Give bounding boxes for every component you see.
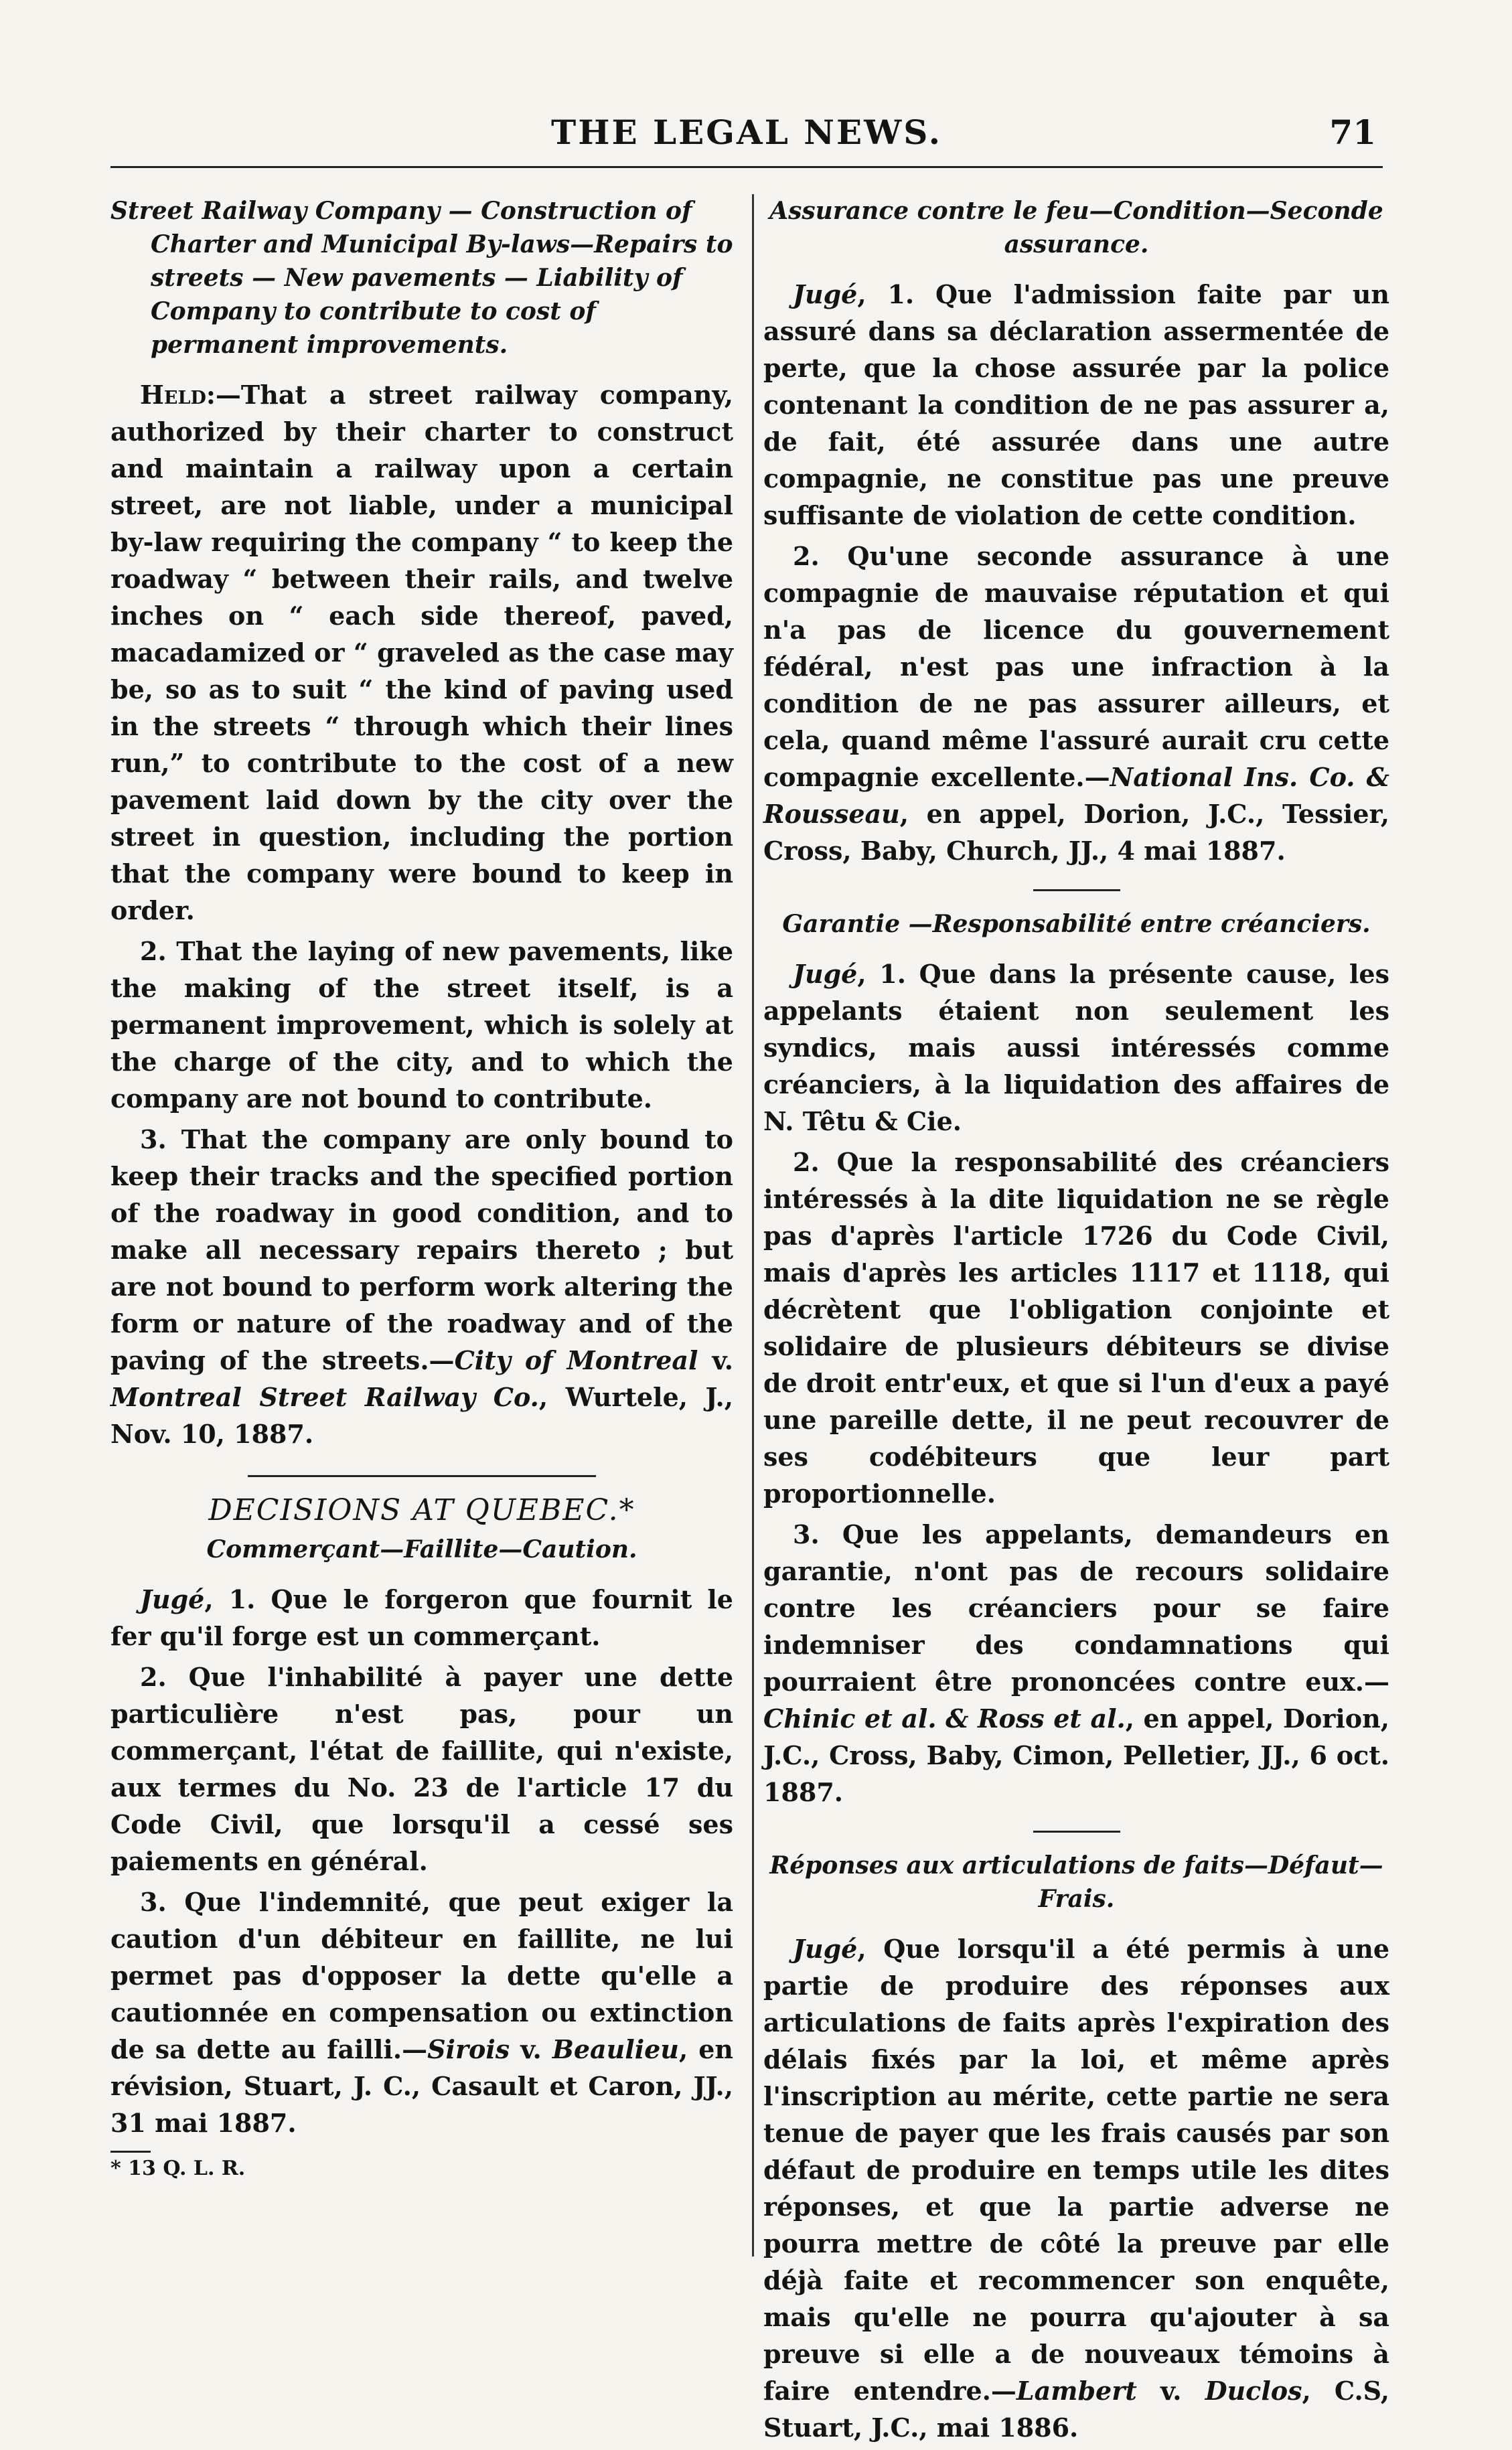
juge-paragraph-1 <box>110 1581 733 1655</box>
case-party-b: Duclos <box>1205 2376 1302 2406</box>
citation: , en révision, Stuart, J. C., Casault et Caron, JJ., 31 mai 1887. <box>110 2034 734 2138</box>
juge-text-3: 3. Que l'indemnité, que peut exiger la caution d'un débiteur en faillite, ne lui permet pas d'opposer la dette qu'elle a cautionnée en compensation ou extinction de sa dette au failli.— <box>110 1887 733 2064</box>
footnote-rule <box>110 2151 151 2153</box>
section-rule <box>248 1475 596 1477</box>
held-paragraph-1 <box>110 376 733 929</box>
case-party-b: Montreal Street Railway Co. <box>110 1382 539 1412</box>
citation: , C.S, Stuart, J.C., mai 1886. <box>763 2376 1389 2443</box>
citation: , Wurtele, J., Nov. 10, 1887. <box>110 1382 733 1449</box>
held-text-3: 3. That the company are only bound to keep their tracks and the specified portion of the roadway in good condition, and to make all necessary repairs thereto ; but are not bound to perform work altering the form or nature of the roadway and of the paving of the streets.— <box>110 1124 733 1375</box>
held-paragraph-2: 2. That the laying of new pavements, like the making of the street itself, is a permanent improvement, which is solely at the charge of the city, and to which the company are not bound to contribute. <box>110 936 733 1114</box>
case-separator <box>1033 889 1120 891</box>
case-party-a: Sirois <box>427 2034 510 2064</box>
juge-label: Jugé <box>793 1934 858 1964</box>
juge-label: Jugé <box>140 1584 205 1614</box>
case-heading-commercant: Commerçant—Faillite—Caution. <box>206 1535 637 1563</box>
versus: v. <box>698 1345 734 1375</box>
held-text-1: :—That a street railway company, authorized by their charter to construct and maintain a railway upon a certain street, are not liable, under a municipal by-law requiring the company “ to keep the roadway “ between their rails, and twelve inches on “ each side thereof, paved, macadamized or “ graveled as the case may be, so as to suit “ the kind of paving used in the streets “ through which their lines run,” to contribute to the cost of a new pavement laid down by the city over the street in question, including the portion that the company were bound to keep in order. <box>110 380 733 925</box>
case-heading-street-railway: Street Railway Company — Construction of Charter and Municipal By-laws—Repairs to streets — New pavements — Liability of Company to contribute to cost of permanent improvements. <box>110 197 733 359</box>
column-divider <box>752 194 754 2256</box>
section-title: DECISIONS AT QUEBEC.* <box>208 1493 635 1527</box>
held-paragraph-3 <box>110 1121 733 1452</box>
juge-paragraph-2: 2. Que l'inhabilité à payer une dette particulière n'est pas, pour un commerçant, l'état de faillite, qui n'existe, aux termes du No. 23 de l'article 17 du Code Civil, que lorsqu'il a cessé ses paiements en général. <box>110 1662 733 1876</box>
juge-paragraph-1 <box>763 955 1389 1140</box>
juge-text-1: , Que lorsqu'il a été permis à une partie de produire des réponses aux articulations de faits après l'expiration des délais fixés par la loi, et même après l'inscription au mérite, cette partie ne sera tenue de payer que les frais causés par son défaut de produire en temps utile les dites réponses, et que la partie adverse ne pourra mettre de côté la preuve par elle déjà faite et recommencer son enquête, mais qu'elle ne pourra qu'ajouter à sa preuve si elle a de nouveaux témoins à faire entendre.— <box>763 1934 1389 2406</box>
page-number: 71 <box>1329 112 1376 152</box>
juge-paragraph-2: 2. Que la responsabilité des créanciers intéressés à la dite liquidation ne se règle pas d'après l'article 1726 du Code Civil, mais d'après les articles 1117 et 1118, qui décrètent que l'obligation conjointe et solidaire de plusieurs débiteurs se divise de droit entr'eux, et que si l'un d'eux a payé une pareille dette, il ne peut recouvrer de ses codébiteurs que leur part proportionnelle. <box>763 1147 1389 1509</box>
held-label: Held <box>140 380 206 410</box>
case-heading-garantie: Garantie —Responsabilité entre créanciers. <box>782 910 1371 938</box>
juge-paragraph-2 <box>763 538 1389 869</box>
case-parties: Chinic et al. & Ross et al. <box>763 1703 1126 1734</box>
footnote: * 13 Q. L. R. <box>110 2157 246 2180</box>
juge-paragraph-1 <box>763 1930 1389 2446</box>
case-party-a: City of Montreal <box>454 1345 698 1375</box>
case-party-b: Beaulieu <box>552 2034 679 2064</box>
juge-text-3: 3. Que les appelants, demandeurs en garantie, n'ont pas de recours solidaire contre les créanciers pour se faire indemniser des condamnations qui pourraient être prononcées contre eux.— <box>763 1519 1389 1697</box>
juge-text-1: , 1. Que l'admission faite par un assuré dans sa déclaration assermentée de perte, que la chose assurée par la police contenant la condition de ne pas assurer a, de fait, été assurée dans une autre compagnie, ne constitue pas une preuve suffisante de violation de cette condition. <box>763 279 1389 530</box>
right-column <box>763 194 1389 2450</box>
case-heading-assurance: Assurance contre le feu—Condition—Seconde assurance. <box>769 197 1383 258</box>
juge-text-2: 2. Qu'une seconde assurance à une compagnie de mauvaise réputation et qui n'a pas de licence du gouvernement fédéral, n'est pas une infraction à la condition de ne pas assurer ailleurs, et cela, quand même l'assuré aurait cru cette compagnie excellente.— <box>763 541 1389 792</box>
case-parties: National Ins. Co. & Rousseau <box>763 762 1389 829</box>
page-header <box>110 107 1383 161</box>
versus: v. <box>510 2034 552 2064</box>
case-separator <box>1033 1831 1120 1833</box>
juge-paragraph-3 <box>110 1884 733 2141</box>
citation: , en appel, Dorion, J.C., Tessier, Cross, Baby, Church, JJ., 4 mai 1887. <box>763 799 1389 866</box>
versus: v. <box>1136 2376 1205 2406</box>
juge-label: Jugé <box>793 279 858 309</box>
juge-label: Jugé <box>793 959 858 989</box>
juge-paragraph-3 <box>763 1516 1389 1811</box>
left-column <box>110 194 733 2180</box>
citation: , en appel, Dorion, J.C., Cross, Baby, Cimon, Pelletier, JJ., 6 oct. 1887. <box>763 1703 1389 1807</box>
case-party-a: Lambert <box>1016 2376 1137 2406</box>
juge-paragraph-1 <box>763 276 1389 534</box>
juge-text-1: , 1. Que le forgeron que fournit le fer qu'il forge est un commerçant. <box>110 1584 733 1651</box>
juge-text-1: , 1. Que dans la présente cause, les appelants étaient non seulement les syndics, mais aussi intéressés comme créanciers, à la liquidation des affaires de N. Têtu & Cie. <box>763 959 1389 1136</box>
running-title: THE LEGAL NEWS. <box>551 112 942 152</box>
case-heading-reponses: Réponses aux articulations de faits—Défaut—Frais. <box>769 1851 1383 1913</box>
header-rule <box>110 166 1383 168</box>
